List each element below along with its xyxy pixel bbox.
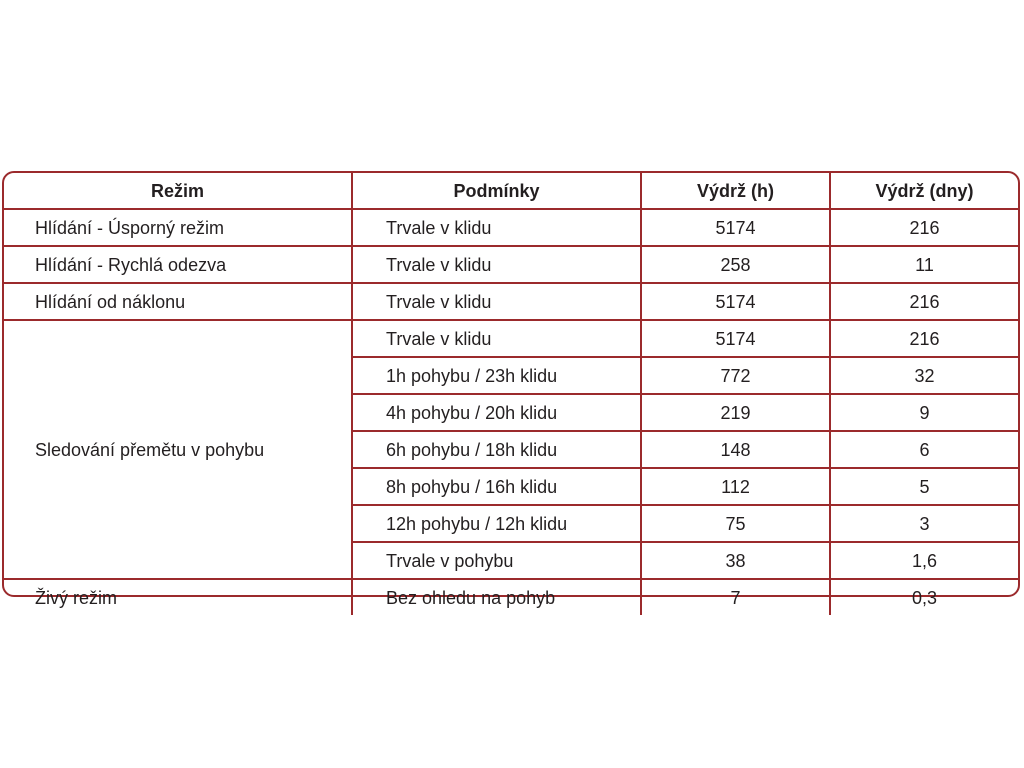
table-body — [4, 209, 1018, 615]
header-hours: Výdrž (h) — [641, 173, 830, 209]
table-row — [4, 283, 1018, 320]
condition-cell: Trvale v klidu — [352, 283, 641, 320]
condition-cell: Trvale v klidu — [352, 246, 641, 283]
hours-cell: 7 — [641, 579, 830, 615]
table-row — [4, 209, 1018, 246]
days-cell: 11 — [830, 246, 1018, 283]
days-cell: 3 — [830, 505, 1018, 542]
condition-cell: Trvale v pohybu — [352, 542, 641, 579]
days-cell: 216 — [830, 209, 1018, 246]
condition-cell: 12h pohybu / 12h klidu — [352, 505, 641, 542]
header-days: Výdrž (dny) — [830, 173, 1018, 209]
condition-cell: Trvale v klidu — [352, 209, 641, 246]
mode-cell: Živý režim — [4, 579, 352, 615]
days-cell: 216 — [830, 320, 1018, 357]
condition-cell: 6h pohybu / 18h klidu — [352, 431, 641, 468]
table-row — [4, 320, 1018, 357]
header-conditions: Podmínky — [352, 173, 641, 209]
days-cell: 9 — [830, 394, 1018, 431]
hours-cell: 148 — [641, 431, 830, 468]
days-cell: 5 — [830, 468, 1018, 505]
battery-life-table — [2, 171, 1020, 608]
condition-cell: Bez ohledu na pohyb — [352, 579, 641, 615]
days-cell: 216 — [830, 283, 1018, 320]
hours-cell: 112 — [641, 468, 830, 505]
days-cell: 0,3 — [830, 579, 1018, 615]
hours-cell: 5174 — [641, 320, 830, 357]
days-cell: 32 — [830, 357, 1018, 394]
days-cell: 1,6 — [830, 542, 1018, 579]
hours-cell: 5174 — [641, 283, 830, 320]
hours-cell: 219 — [641, 394, 830, 431]
condition-cell: 8h pohybu / 16h klidu — [352, 468, 641, 505]
table-row — [4, 579, 1018, 615]
mode-cell: Hlídání - Úsporný režim — [4, 209, 352, 246]
mode-cell: Hlídání od náklonu — [4, 283, 352, 320]
mode-cell: Hlídání - Rychlá odezva — [4, 246, 352, 283]
condition-cell: 4h pohybu / 20h klidu — [352, 394, 641, 431]
hours-cell: 772 — [641, 357, 830, 394]
condition-cell: Trvale v klidu — [352, 320, 641, 357]
table-header — [4, 173, 1018, 209]
table-row — [4, 246, 1018, 283]
days-cell: 6 — [830, 431, 1018, 468]
condition-cell: 1h pohybu / 23h klidu — [352, 357, 641, 394]
header-row — [4, 173, 1018, 209]
hours-cell: 38 — [641, 542, 830, 579]
header-mode: Režim — [4, 173, 352, 209]
hours-cell: 75 — [641, 505, 830, 542]
hours-cell: 258 — [641, 246, 830, 283]
hours-cell: 5174 — [641, 209, 830, 246]
mode-cell: Sledování přemětu v pohybu — [4, 320, 352, 579]
battery-table — [4, 173, 1018, 615]
